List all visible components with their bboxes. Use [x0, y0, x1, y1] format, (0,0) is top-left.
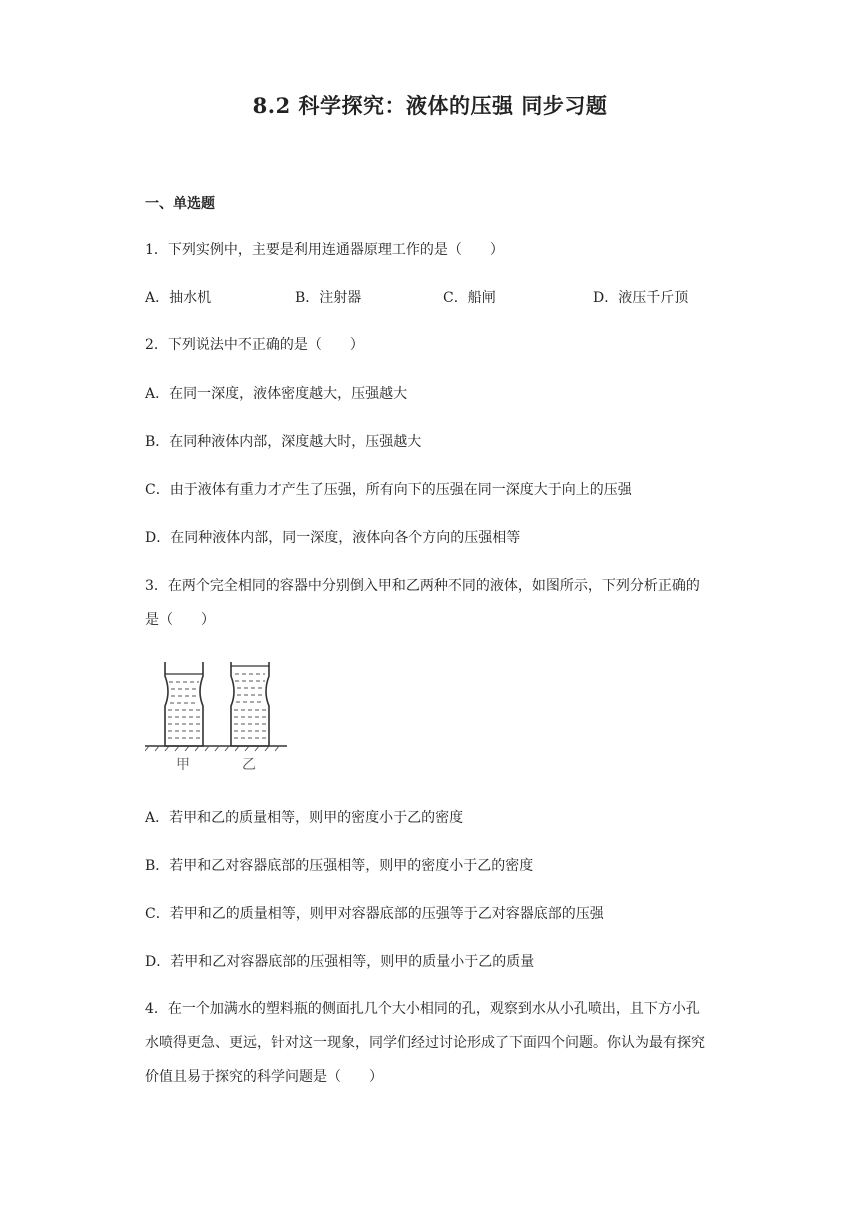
- q3-option-d: D．若甲和乙对容器底部的压强相等，则甲的质量小于乙的质量: [145, 954, 535, 970]
- question-4-stem-line-1: 4．在一个加满水的塑料瓶的侧面扎几个大小相同的孔，观察到水从小孔喷出，且下方小孔: [145, 1001, 700, 1017]
- question-1-options: [145, 287, 745, 307]
- q3-option-b: B．若甲和乙对容器底部的压强相等，则甲的密度小于乙的密度: [145, 858, 534, 874]
- q3-option-c: C．若甲和乙的质量相等，则甲对容器底部的压强等于乙对容器底部的压强: [145, 906, 604, 922]
- q1-option-d: D．液压千斤顶: [593, 290, 689, 306]
- question-4-stem-line-2: 水喷得更急、更远，针对这一现象，同学们经过讨论形成了下面四个问题。你认为最有探究: [145, 1035, 705, 1051]
- question-4-stem-line-3: 价值且易于探究的科学问题是（ ）: [145, 1069, 383, 1085]
- question-2-stem: 2．下列说法中不正确的是（ ）: [145, 337, 364, 353]
- figure-label-jia: 甲: [176, 757, 190, 773]
- q1-option-a: A．抽水机: [145, 290, 212, 306]
- containers-figure: [145, 658, 295, 782]
- q1-option-c: C．船闸: [443, 290, 496, 306]
- q2-option-a: A．在同一深度，液体密度越大，压强越大: [145, 386, 408, 402]
- q3-option-a: A．若甲和乙的质量相等，则甲的密度小于乙的密度: [145, 810, 464, 826]
- q1-option-b: B．注射器: [295, 290, 362, 306]
- question-1-stem: 1．下列实例中，主要是利用连通器原理工作的是（ ）: [145, 242, 504, 258]
- q2-option-c: C．由于液体有重力才产生了压强，所有向下的压强在同一深度大于向上的压强: [145, 482, 632, 498]
- q2-option-d: D．在同种液体内部，同一深度，液体向各个方向的压强相等: [145, 530, 521, 546]
- q2-option-b: B．在同种液体内部，深度越大时，压强越大: [145, 434, 422, 450]
- question-3-stem-line-1: 3．在两个完全相同的容器中分别倒入甲和乙两种不同的液体，如图所示，下列分析正确的: [145, 578, 700, 594]
- section-heading: 一、单选题: [145, 196, 215, 212]
- question-3-stem-line-2: 是（ ）: [145, 612, 215, 628]
- figure-label-yi: 乙: [242, 757, 256, 773]
- page-title: 8.2 科学探究：液体的压强 同步习题: [252, 93, 608, 118]
